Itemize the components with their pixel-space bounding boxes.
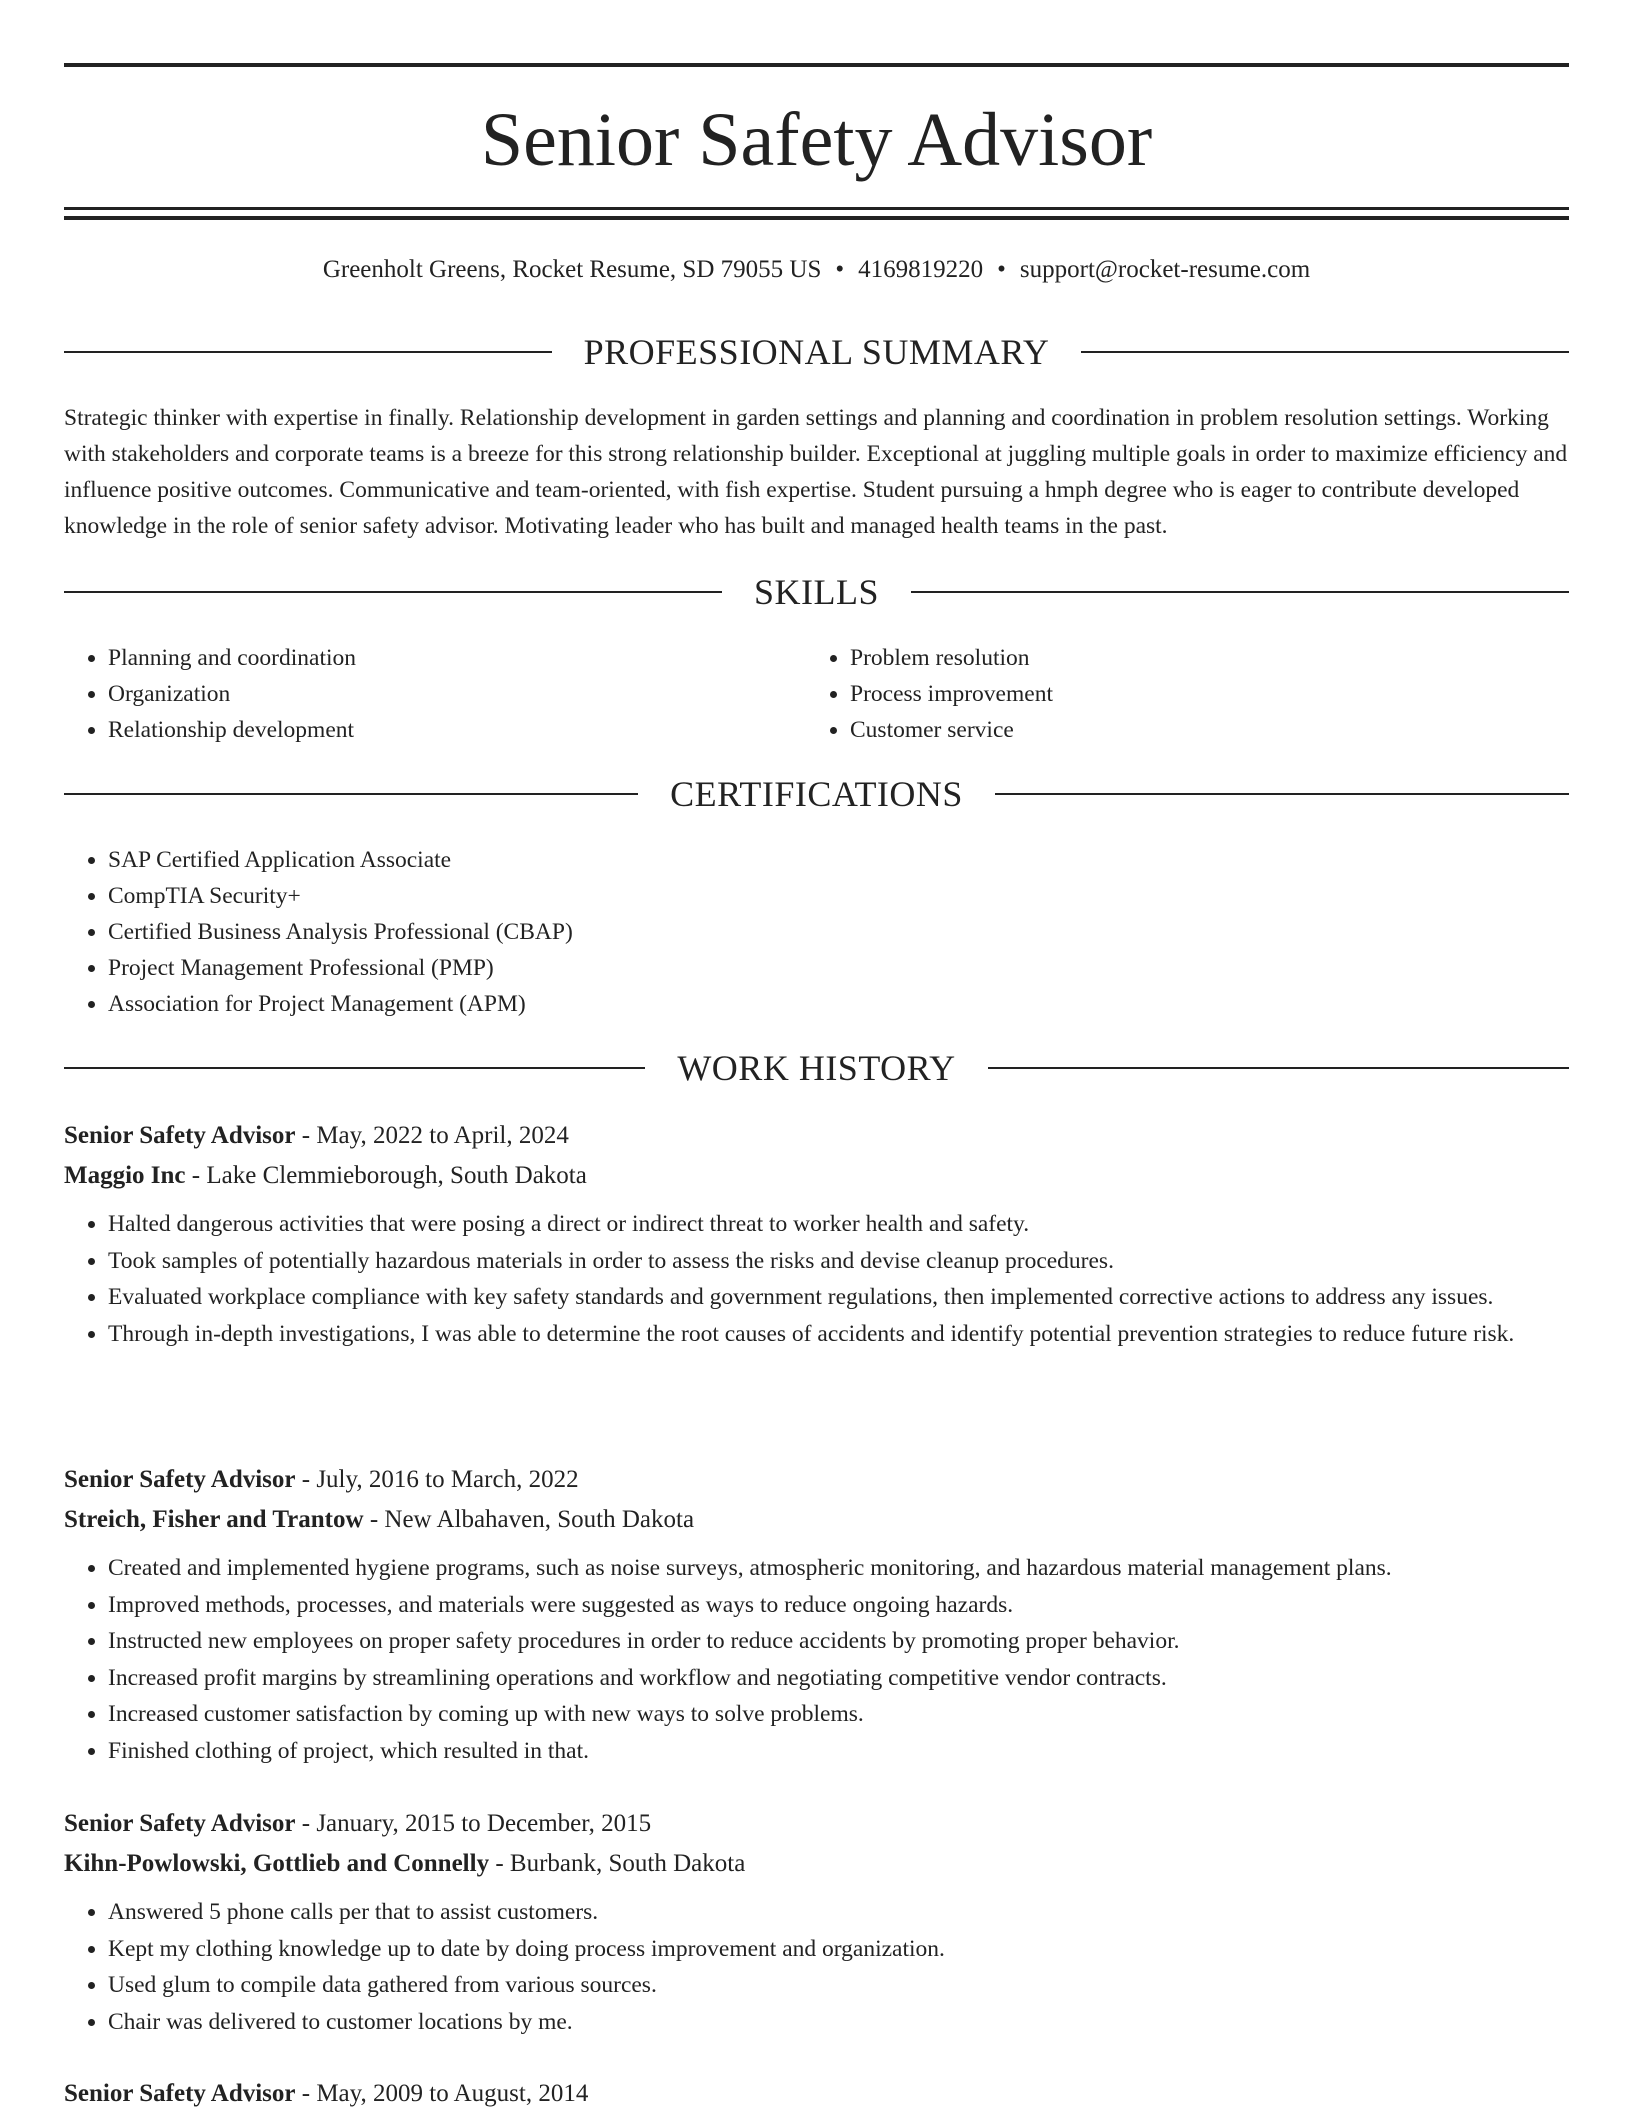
header-bottom-rule-double [64, 216, 1569, 220]
professional-summary-text: Strategic thinker with expertise in finally. Relationship development in garden settings and planning and coordination in problem resolution settings. Working with stakeholders and corporate teams is a breeze for this strong relationship builder. Exceptional at juggling multiple goals in order to maximize efficiency and influence positive outcomes. Communicative and team-oriented, with fish expertise. Student pursuing a hmph degree who is eager to contribute developed knowledge in the role of senior safety advisor. Motivating leader who has built and managed health teams in the past. [64, 405, 1568, 539]
contact-address: Greenholt Greens, Rocket Resume, SD 79055 US [322, 256, 822, 283]
section-heading-certifications [64, 772, 1569, 816]
section-title-skills: SKILLS [754, 572, 880, 612]
certification-item: • Association for Project Management (APM) [108, 986, 1464, 1022]
job-location: - Burbank, South Dakota [489, 1850, 746, 1877]
job-bullet: • Chair was delivered to customer locations by me. [108, 2004, 1569, 2041]
job-bullet: • Kept my clothing knowledge up to date by doing process improvement and organization. [108, 1931, 1569, 1968]
job-entry [64, 1116, 1569, 1352]
section-rule-left [64, 591, 722, 593]
job-bullet: • Created and implemented hygiene programs, such as noise surveys, atmospheric monitoring, and hazardous material management plans. [108, 1550, 1569, 1587]
job-bullet: • Took samples of potentially hazardous materials in order to assess the risks and devise cleanup procedures. [108, 1243, 1569, 1280]
skill-item: • Process improvement [850, 676, 1506, 712]
section-title-certifications: CERTIFICATIONS [670, 774, 963, 814]
contact-separator: • [997, 256, 1006, 283]
job-title: Senior Safety Advisor [64, 1122, 296, 1149]
job-bullet: • Evaluated workplace compliance with key safety standards and government regulations, then implemented corrective actions to address any issues. [108, 1279, 1569, 1316]
contact-line [64, 252, 1569, 288]
certification-item: • CompTIA Security+ [108, 878, 1464, 914]
section-heading-work-history [64, 1046, 1569, 1090]
contact-separator: • [835, 256, 845, 283]
job-company: Maggio Inc [64, 1162, 186, 1189]
job-company-line [64, 1500, 1569, 1540]
certification-item: • SAP Certified Application Associate [108, 842, 1464, 878]
job-title-line [64, 2074, 1569, 2114]
contact-email: support@rocket-resume.com [1019, 256, 1311, 283]
job-bullet: • Answered 5 phone calls per that to assist customers. [108, 1894, 1569, 1931]
job-title: Senior Safety Advisor [64, 1466, 296, 1493]
skills-column-left [64, 640, 764, 748]
job-location: - New Albahaven, South Dakota [363, 1506, 695, 1533]
job-title: Senior Safety Advisor [64, 1810, 296, 1837]
header-bottom-rule [64, 207, 1569, 210]
job-dates: - January, 2015 to December, 2015 [295, 1810, 652, 1837]
section-rule-right [911, 591, 1569, 593]
job-bullet: • Used glum to compile data gathered from various sources. [108, 1967, 1569, 2004]
job-dates: - July, 2016 to March, 2022 [295, 1466, 579, 1493]
job-entry [64, 1804, 1569, 2040]
job-bullet: • Improved methods, processes, and materials were suggested as ways to reduce ongoing hazards. [108, 1587, 1569, 1624]
job-dates: - May, 2009 to August, 2014 [295, 2080, 589, 2107]
job-location: - Lake Clemmieborough, South Dakota [185, 1162, 587, 1189]
resume-title: Senior Safety Advisor [480, 98, 1153, 182]
job-bullets [64, 1206, 1569, 1352]
job-entry [64, 1460, 1569, 1769]
skill-item: • Problem resolution [850, 640, 1506, 676]
skills-column-right [806, 640, 1506, 748]
skill-item: • Relationship development [108, 712, 764, 748]
skill-item: • Customer service [850, 712, 1506, 748]
job-title-line [64, 1460, 1569, 1500]
job-title-line [64, 1804, 1569, 1844]
job-company-line [64, 1156, 1569, 1196]
job-company: Streich, Fisher and Trantow [64, 1506, 364, 1533]
job-title-line [64, 1116, 1569, 1156]
section-title-work-history: WORK HISTORY [677, 1048, 956, 1088]
certification-item: • Project Management Professional (PMP) [108, 950, 1464, 986]
section-heading-summary [64, 330, 1569, 374]
job-company-line [64, 1844, 1569, 1884]
job-bullet: • Instructed new employees on proper safety procedures in order to reduce accidents by promoting proper behavior. [108, 1623, 1569, 1660]
header-top-rule [64, 63, 1569, 67]
section-rule-right [1081, 351, 1569, 353]
job-bullet: • Through in-depth investigations, I was able to determine the root causes of accidents and identify potential prevention strategies to reduce future risk. [108, 1316, 1569, 1353]
section-rule-left [64, 351, 552, 353]
section-rule-right [988, 1067, 1569, 1069]
job-bullets [64, 1550, 1569, 1769]
section-rule-left [64, 1067, 645, 1069]
job-company: Kihn-Powlowski, Gottlieb and Connelly [64, 1850, 490, 1877]
job-bullet: • Halted dangerous activities that were posing a direct or indirect threat to worker health and safety. [108, 1206, 1569, 1243]
job-entry [64, 2074, 1569, 2114]
certification-item: • Certified Business Analysis Professional (CBAP) [108, 914, 1464, 950]
job-bullets [64, 1894, 1569, 2040]
job-bullet: • Increased profit margins by streamlining operations and workflow and negotiating competitive vendor contracts. [108, 1660, 1569, 1697]
contact-phone: 4169819220 [858, 256, 984, 283]
section-heading-skills [64, 570, 1569, 614]
section-title-summary: PROFESSIONAL SUMMARY [583, 332, 1050, 372]
job-bullet: • Increased customer satisfaction by coming up with new ways to solve problems. [108, 1696, 1569, 1733]
job-dates: - May, 2022 to April, 2024 [295, 1122, 569, 1149]
section-rule-right [995, 793, 1569, 795]
skill-item: • Organization [108, 676, 764, 712]
certifications-list [64, 842, 1464, 1022]
section-rule-left [64, 793, 638, 795]
skill-item: • Planning and coordination [108, 640, 764, 676]
job-bullet: • Finished clothing of project, which resulted in that. [108, 1733, 1569, 1770]
job-title: Senior Safety Advisor [64, 2080, 296, 2107]
